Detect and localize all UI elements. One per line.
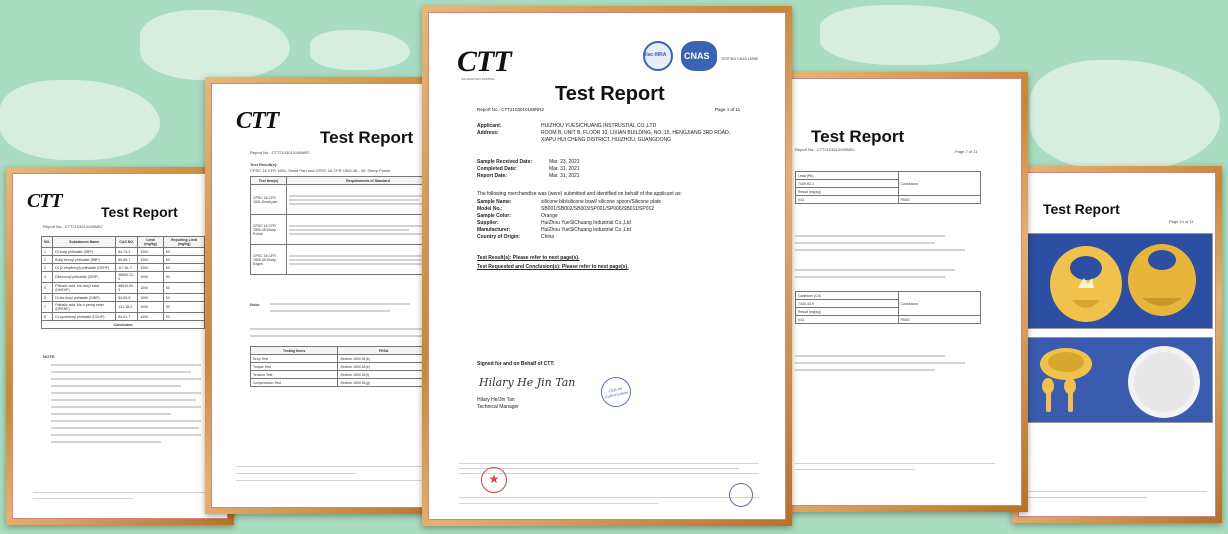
signer-name: Hilary He/Jin Tan <box>477 397 515 403</box>
completed-label: Completed Date: <box>477 166 517 172</box>
table-cell: Result (mg/kg) <box>796 308 899 316</box>
cnas-sub: TESTING CNAS L5098 <box>721 57 758 61</box>
table-cell: 7440-43-9 <box>796 300 899 308</box>
table-cell: Drop Test <box>251 355 338 363</box>
table-cell: 50 <box>163 283 204 294</box>
table-cell: Di-(2-ethylhexyl) phthalate (DEHP) <box>53 264 116 272</box>
table-header: FHSA <box>338 347 430 355</box>
table-header: Reporting Limit (mg/kg) <box>163 237 204 248</box>
table-cell: Phthalic acid, bis-n-pentyl ester (DPENP) <box>53 302 116 313</box>
testing-items-table <box>250 346 430 387</box>
table-cell: 1000 <box>138 302 164 313</box>
table-header: CAS NO. <box>116 237 138 248</box>
table-cell: CPSC 16 CFR 1500.49:Sharp Edges <box>251 245 287 275</box>
results-label: Test Result(s): <box>250 162 278 167</box>
received-label: Sample Received Date: <box>477 159 533 165</box>
substances-table <box>41 236 221 329</box>
table-cell: Torque Test <box>251 363 338 371</box>
table-cell: 6 <box>42 294 53 302</box>
table-cell: Conclusion <box>898 292 980 316</box>
table-header: Limit (mg/kg) <box>138 237 164 248</box>
table-cell: Section 1500.51(e) <box>338 363 430 371</box>
table-cell: Compression Test <box>251 379 338 387</box>
table-cell: 84-69-5 <box>116 294 138 302</box>
table-cell: Lead (Pb) <box>796 172 899 180</box>
report-page-main <box>422 6 792 526</box>
table-cell: Tension Test <box>251 371 338 379</box>
table-header: Substances Name <box>53 237 116 248</box>
table-cell: 1 <box>42 248 53 256</box>
table-header: Test Item(s) <box>251 177 287 185</box>
round-seal-icon <box>729 483 753 507</box>
address-label: Address: <box>477 130 499 136</box>
map-shape <box>140 10 290 80</box>
table-cell: 1000 <box>138 248 164 256</box>
report-number: Report No.: CTT2103010198NR2 <box>43 224 103 229</box>
table-cell: N.D. <box>796 316 899 324</box>
table-cell: PASS <box>898 316 980 324</box>
table-row <box>42 264 221 272</box>
table-cell: 50 <box>163 294 204 302</box>
report-no-label: Report No.: <box>477 107 501 112</box>
ctt-logo: CTT <box>27 190 62 212</box>
table-cell: 50 <box>163 302 204 313</box>
applicant: HUIZHOU YUESICHUANG INSTRUSTIAL CO.,LTD <box>541 123 657 129</box>
sample-name-label: Sample Name: <box>477 199 512 205</box>
model-label: Model No.: <box>477 206 503 212</box>
table-cell: Conclusion <box>898 172 980 196</box>
table-row <box>42 248 221 256</box>
sample-name: silicone bib/silicone bowl/ silicone spoon/Silicone plate <box>541 199 662 205</box>
table-cell: 50 <box>163 313 204 321</box>
received-date: Mar. 23, 2021 <box>549 159 580 165</box>
table-cell: CPSC 16 CFR 1500.48:Sharp Points <box>251 215 287 245</box>
ctt-logo: CTT <box>236 108 279 134</box>
table-cell: 85-68-7 <box>116 256 138 264</box>
table-cell: Di-butyl phthalate (DBP) <box>53 248 116 256</box>
authorization-stamp: Club for Authorization <box>598 374 634 410</box>
table-cell: Di-cyclohexyl phthalate (DCHP) <box>53 313 116 321</box>
lead-table <box>795 171 981 204</box>
table-row <box>42 302 221 313</box>
cnas-text: CNAS <box>684 51 710 61</box>
supplier-label: Supplier: <box>477 220 499 226</box>
table-cell: Butyl benzyl phthalate (BBP) <box>53 256 116 264</box>
report-page-photos <box>1012 166 1222 523</box>
table-header: NO. <box>42 237 53 248</box>
table-cell: 7439-92-1 <box>796 180 899 188</box>
applicant-label: Applicant: <box>477 123 502 129</box>
supplier: HuiZhou YueSiChuang Industrial Co.,Ltd <box>541 220 631 226</box>
page-number: Page 10 of 11 <box>1169 219 1194 224</box>
table-cell: Section 1500.51(b) <box>338 355 430 363</box>
table-cell: PASS <box>898 196 980 204</box>
report-title: Test Report <box>320 128 414 147</box>
table-cell: Di-iso-butyl phthalate (DIBP) <box>53 294 116 302</box>
map-shape <box>1030 60 1220 170</box>
table-cell: Diisononyl phthalate (DINP) <box>53 272 116 283</box>
table-cell: 1000 <box>138 294 164 302</box>
table-row <box>42 294 221 302</box>
bowl-illustration <box>1024 338 1212 422</box>
table-cell: 28553-12-0 <box>116 272 138 283</box>
table-cell: Section 1500.51(f) <box>338 371 430 379</box>
report-title: Test Report <box>101 204 178 220</box>
color-label: Sample Color: <box>477 213 511 219</box>
requirements-table <box>250 176 447 275</box>
signed-label: Signed for and on Behalf of CTT: <box>477 361 555 367</box>
report-no: CTT2103010198NR2 <box>501 107 545 112</box>
bowl-spoon-photo <box>1023 337 1213 423</box>
table-cell: 117-81-7 <box>116 264 138 272</box>
manufacturer: HuiZhou YueSiChuang Industrial Co.,Ltd <box>541 227 631 233</box>
manufacturer-label: Manufacturer: <box>477 227 511 233</box>
signature: Hilary He Jin Tan <box>479 376 576 389</box>
table-row <box>42 256 221 264</box>
table-cell: 1000 <box>138 256 164 264</box>
table-row <box>42 283 221 294</box>
table-cell: N.D. <box>796 196 899 204</box>
table-cell: 8 <box>42 313 53 321</box>
report-date: Mar. 31, 2021 <box>549 173 580 179</box>
table-cell: 1000 <box>138 283 164 294</box>
table-cell: Phthalic acid, bis-hexyl ester (DHEXP) <box>53 283 116 294</box>
cadmium-table <box>795 291 981 324</box>
table-header: Testing Items <box>251 347 338 355</box>
report-page-heavy-metals <box>778 72 1028 512</box>
report-date-label: Report Date: <box>477 173 508 179</box>
report-number: Report No.: CTT2103010198NR2 <box>250 150 310 155</box>
report-title: Test Report <box>811 127 905 146</box>
table-cell: 3 <box>42 264 53 272</box>
report-title: Test Report <box>555 83 665 105</box>
table-cell: Cadmium (Cd) <box>796 292 899 300</box>
origin: China <box>541 234 555 240</box>
table-cell: Section 1500.51(g) <box>338 379 430 387</box>
table-cell: 84-74-2 <box>116 248 138 256</box>
note-label: Note: <box>250 302 261 307</box>
map-shape <box>310 30 410 70</box>
conclusion-row <box>42 321 221 329</box>
report-page-phthalates <box>6 167 234 525</box>
table-cell: Result (mg/kg) <box>796 188 899 196</box>
conclusion-label: Conclusion <box>42 321 205 329</box>
standard-line: CPSC 16 CFR 1501: Small Part and CPSC 16 CFR 1500.48 - 49: Sharp Points <box>250 168 391 173</box>
intro-text: The following merchandise was (were) submitted and identified on behalf of the applicant as: <box>477 191 682 197</box>
sample-color: Orange <box>541 213 558 219</box>
conclusion-line: Test Requested and Conclusion(s): Please refer to next page(s). <box>477 264 629 270</box>
table-cell: 68515-50-4 <box>116 283 138 294</box>
ctt-logo-sub: CHUANGTIAN TESTING <box>461 77 495 81</box>
table-row <box>42 313 221 321</box>
red-seal-icon: ★ <box>481 467 507 493</box>
address-line-2: XIAPU HUI CHENG DISTRICT, HUIZHOU, GUANGDONG <box>541 137 672 143</box>
table-cell: 2 <box>42 256 53 264</box>
completed-date: Mar. 31, 2021 <box>549 166 580 172</box>
report-title: Test Report <box>1043 201 1120 217</box>
table-cell: 4 <box>42 272 53 283</box>
map-shape <box>0 80 160 160</box>
signer-title: Technical Manager <box>477 404 519 410</box>
report-number: Report No.: CTT2103010198NR2 <box>795 147 855 152</box>
bib-illustration <box>1024 234 1212 328</box>
table-cell: 50 <box>163 248 204 256</box>
table-cell: 50 <box>163 256 204 264</box>
table-cell: 131-18-0 <box>116 302 138 313</box>
ilac-text: ilac-MRA <box>645 52 667 58</box>
table-cell: 1000 <box>138 313 164 321</box>
page-number: Page 1 of 11 <box>715 107 741 112</box>
table-cell: 84-61-7 <box>116 313 138 321</box>
table-cell: 1000 <box>138 264 164 272</box>
page-number: Page 7 of 11 <box>955 149 978 154</box>
note-label: NOTE: <box>43 354 56 359</box>
table-cell: 50 <box>163 272 204 283</box>
table-cell: 7 <box>42 302 53 313</box>
table-cell: 1000 <box>138 272 164 283</box>
table-header: Requirements of Standard <box>287 177 448 185</box>
ctt-logo: CTT <box>457 45 511 78</box>
origin-label: Country of Origin: <box>477 234 521 240</box>
address-line-1: ROOM B, UNIT B, FLOOR 10, LIXIAN BUILDING, NO. 15, HENGJIANG 3RD ROAD, <box>541 130 731 136</box>
table-cell: 5 <box>42 283 53 294</box>
test-result-line: Test Result(s): Please refer to next page(s). <box>477 255 580 261</box>
table-row <box>42 272 221 283</box>
model-no: SB001/SB002/SB003/SP001/SP006/SB011/SP012 <box>541 206 655 212</box>
map-shape <box>820 5 1000 65</box>
report-page-small-parts <box>205 77 453 514</box>
table-cell: CPSC 16 CFR 1501:Small part <box>251 185 287 215</box>
table-cell: 50 <box>163 264 204 272</box>
bib-photo <box>1023 233 1213 329</box>
